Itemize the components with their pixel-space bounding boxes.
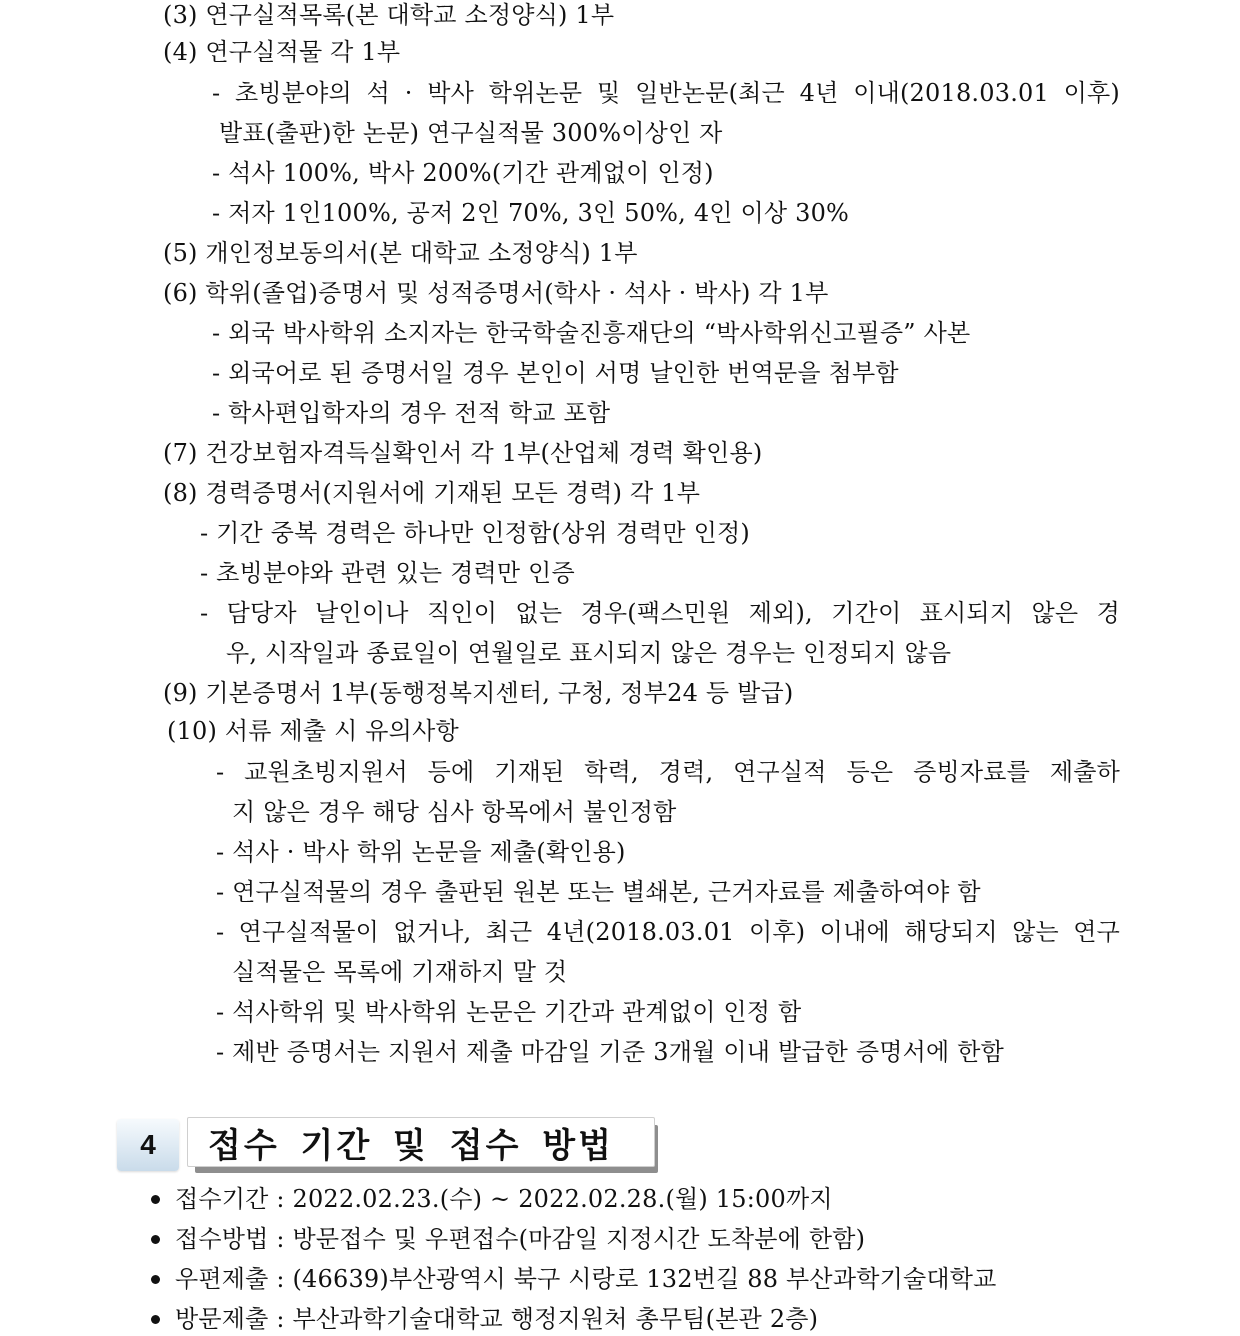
item-4-sub-3: - 저자 1인100%, 공저 2인 70%, 3인 50%, 4인 이상 30%	[212, 199, 850, 227]
bullet-icon	[151, 1315, 160, 1324]
item-10: (10) 서류 제출 시 유의사항	[167, 717, 459, 745]
item-7: (7) 건강보험자격득실확인서 각 1부(산업체 경력 확인용)	[163, 439, 763, 467]
visit-submission: 방문제출 : 부산과학기술대학교 행정지원처 총무팀(본관 2층)	[175, 1305, 819, 1333]
item-4-sub-1-line-1: - 초빙분야의 석 · 박사 학위논문 및 일반논문(최근 4년 이내(2018.03.01 이후)	[212, 79, 1120, 107]
item-8: (8) 경력증명서(지원서에 기재된 모든 경력) 각 1부	[163, 479, 701, 507]
item-10-sub-4-line-2: 실적물은 목록에 기재하지 말 것	[232, 958, 568, 986]
mail-submission: 우편제출 : (46639)부산광역시 북구 시랑로 132번길 88 부산과학기술대학교	[175, 1265, 997, 1293]
item-8-sub-3-line-2: 우, 시작일과 종료일이 연월일로 표시되지 않은 경우는 인정되지 않음	[226, 639, 952, 667]
section-4-header	[117, 1117, 662, 1179]
item-10-sub-3: - 연구실적물의 경우 출판된 원본 또는 별쇄본, 근거자료를 제출하여야 함	[216, 878, 981, 906]
item-5: (5) 개인정보동의서(본 대학교 소정양식) 1부	[163, 239, 638, 267]
item-10-sub-1-line-1: - 교원초빙지원서 등에 기재된 학력, 경력, 연구실적 등은 증빙자료를 제출하	[216, 758, 1120, 786]
bullet-icon	[151, 1235, 160, 1244]
section-title-box	[187, 1117, 655, 1167]
item-10-sub-6: - 제반 증명서는 지원서 제출 마감일 기준 3개월 이내 발급한 증명서에 한함	[216, 1038, 1005, 1066]
reception-method: 접수방법 : 방문접수 및 우편접수(마감일 지정시간 도착분에 한함)	[175, 1225, 866, 1253]
item-10-sub-4-line-1: - 연구실적물이 없거나, 최근 4년(2018.03.01 이후) 이내에 해당되지 않는 연구	[216, 918, 1120, 946]
item-10-sub-5: - 석사학위 및 박사학위 논문은 기간과 관계없이 인정 함	[216, 998, 802, 1026]
item-3: (3) 연구실적목록(본 대학교 소정양식) 1부	[163, 1, 615, 29]
reception-period: 접수기간 : 2022.02.23.(수) ~ 2022.02.28.(월) 15:00까지	[175, 1185, 833, 1213]
item-6-sub-2: - 외국어로 된 증명서일 경우 본인이 서명 날인한 번역문을 첨부함	[212, 359, 899, 387]
item-8-sub-2: - 초빙분야와 관련 있는 경력만 인증	[200, 559, 575, 587]
item-6: (6) 학위(졸업)증명서 및 성적증명서(학사 · 석사 · 박사) 각 1부	[163, 279, 829, 307]
item-4-sub-1-line-2: 발표(출판)한 논문) 연구실적물 300%이상인 자	[219, 119, 723, 147]
item-6-sub-3: - 학사편입학자의 경우 전적 학교 포함	[212, 399, 611, 427]
bullet-icon	[151, 1275, 160, 1284]
item-4-sub-2: - 석사 100%, 박사 200%(기간 관계없이 인정)	[212, 159, 714, 187]
item-4: (4) 연구실적물 각 1부	[163, 38, 401, 66]
item-8-sub-3-line-1: - 담당자 날인이나 직인이 없는 경우(팩스민원 제외), 기간이 표시되지 않은 경	[200, 599, 1120, 627]
section-title: 접수 기간 및 접수 방법	[208, 1125, 614, 1166]
item-10-sub-1-line-2: 지 않은 경우 해당 심사 항목에서 불인정함	[232, 798, 677, 826]
item-9: (9) 기본증명서 1부(동행정복지센터, 구청, 정부24 등 발급)	[163, 679, 794, 707]
bullet-icon	[151, 1195, 160, 1204]
item-10-sub-2: - 석사 · 박사 학위 논문을 제출(확인용)	[216, 838, 626, 866]
item-6-sub-1: - 외국 박사학위 소지자는 한국학술진흥재단의 “박사학위신고필증” 사본	[212, 319, 971, 347]
section-number-badge: 4	[117, 1119, 179, 1171]
item-8-sub-1: - 기간 중복 경력은 하나만 인정함(상위 경력만 인정)	[200, 519, 750, 547]
